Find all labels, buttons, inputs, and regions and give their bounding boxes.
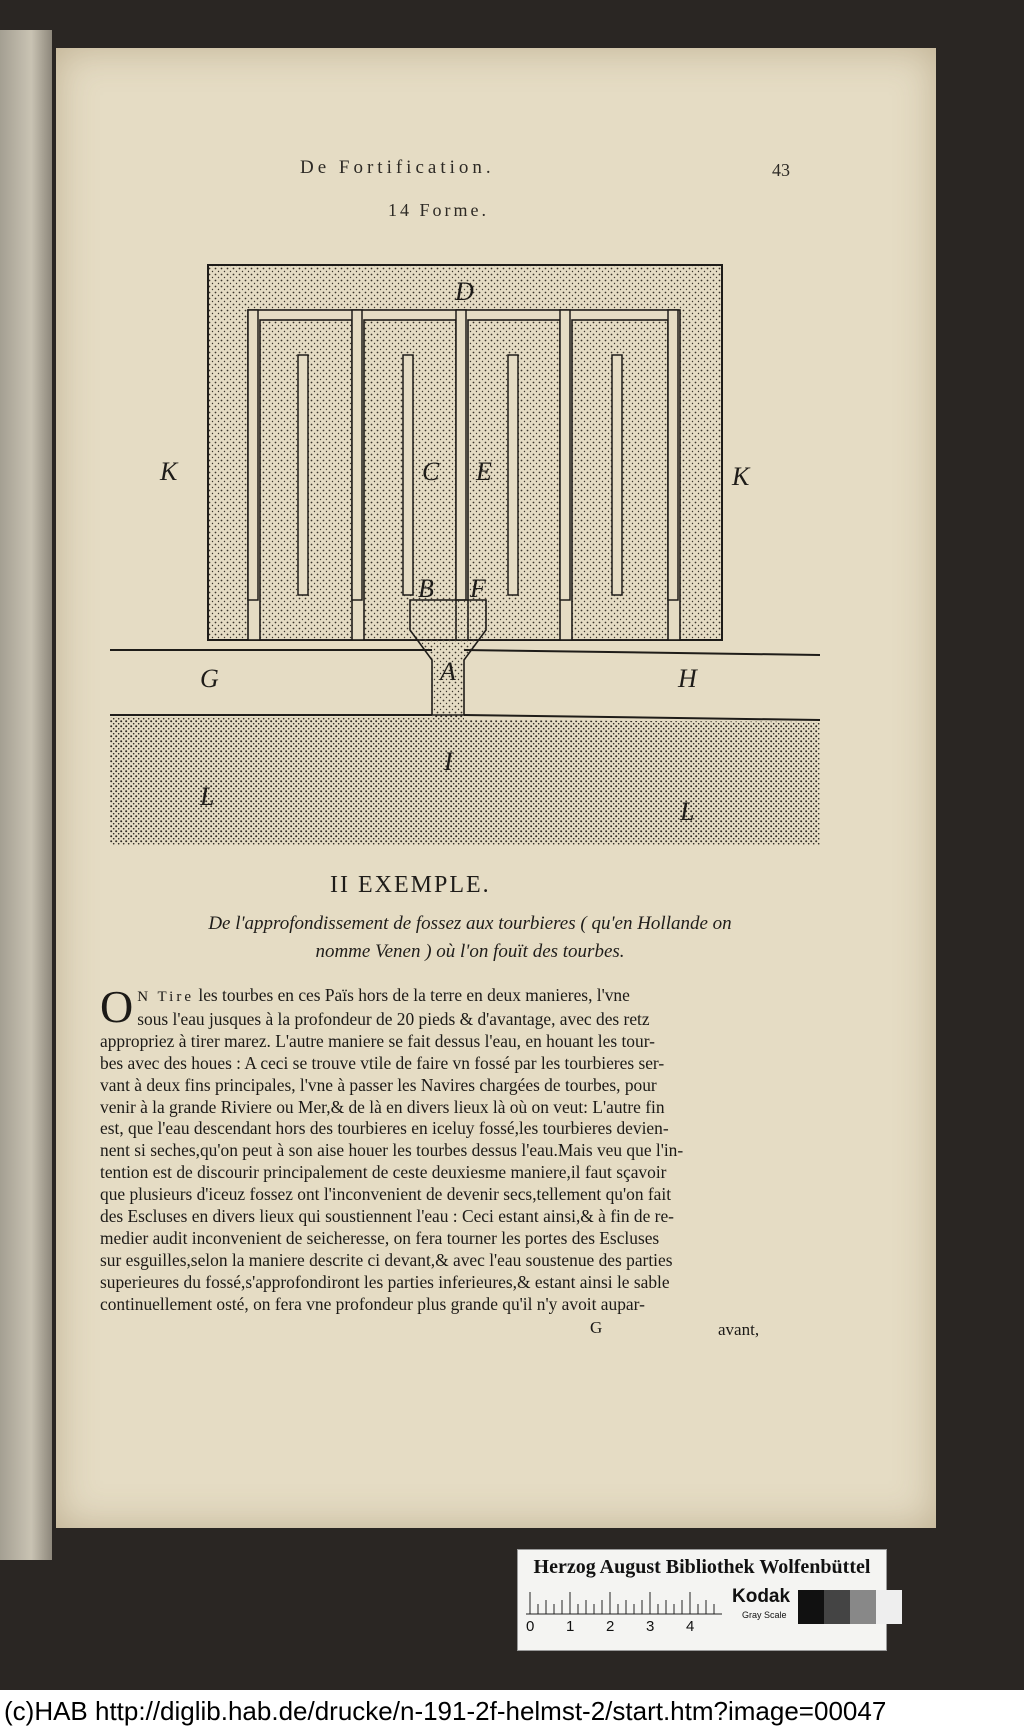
swatch-light: [876, 1590, 902, 1624]
label-c: C: [422, 457, 440, 486]
drop-capital: O: [100, 981, 134, 1032]
text-line: bes avec des houes : A ceci se trouve vtile de faire vn fossé par les tourbieres ser-: [100, 1052, 665, 1073]
running-title: De Fortification.: [300, 157, 495, 178]
ruler-number: 1: [566, 1618, 575, 1635]
label-l-left: L: [200, 782, 215, 811]
label-k-right: K: [732, 462, 750, 491]
text-line: tention est de discourir principalement de ceste deuxiesme maniere,il faut sçavoir: [100, 1162, 667, 1183]
text-line: superieures du fossé,s'approfondiront les parties inferieures,& estant ainsi le sable: [100, 1271, 670, 1292]
signature-mark: G: [590, 1318, 603, 1337]
text-line: nent si seches,qu'on peut à son aise houer les tourbes dessus l'eau.Mais veu que l'in-: [100, 1140, 684, 1161]
text-line: sous l'eau jusques à la profondeur de 20 pieds & d'avantage, avec des retz: [137, 1008, 650, 1029]
text-line: que plusieurs d'iceuz fossez ont l'inconvenient de devenir secs,tellement qu'on fait: [100, 1184, 672, 1205]
ruler-number: 3: [646, 1618, 655, 1635]
scale-ruler: [526, 1588, 726, 1616]
text-line: vant à deux fins principales, l'vne à passer les Navires chargées de tourbes, pour: [100, 1074, 657, 1095]
gray-swatches: [798, 1590, 902, 1624]
ruler-number: 4: [686, 1618, 695, 1635]
subtitle-line: De l'approfondissement de fossez aux tourbieres ( qu'en Hollande on: [208, 913, 732, 934]
label-f: F: [470, 574, 486, 603]
text-line: est, que l'eau descendant hors des tourbieres en iceluy fossé,les tourbieres devien-: [100, 1118, 669, 1139]
text-line: appropriez à tirer marez. L'autre maniere se fait dessus l'eau, en houant les tour-: [100, 1030, 655, 1051]
label-h: H: [678, 664, 697, 693]
text-line: continuellement osté, on fera vne profondeur plus grande qu'il n'y avoit aupar-: [100, 1293, 645, 1314]
lower-land: [110, 715, 820, 845]
page-number: 43: [772, 160, 790, 180]
swatch-black: [798, 1590, 824, 1624]
subtitle-line: nomme Venen ) où l'on fouït des tourbes.: [315, 941, 625, 962]
swatch-dark-gray: [824, 1590, 850, 1624]
section-heading: II EXEMPLE.: [330, 872, 491, 898]
facing-page-edge: [0, 30, 52, 1560]
label-k-left: K: [160, 457, 178, 486]
gray-scale-label: Gray Scale: [742, 1610, 787, 1620]
label-a: A: [440, 657, 456, 686]
smallcaps-lead: N Tire: [137, 989, 195, 1005]
label-d: D: [455, 277, 474, 306]
label-e: E: [476, 457, 492, 486]
catchword: avant,: [718, 1320, 760, 1339]
text-line: venir à la grande Riviere ou Mer,& de là en divers lieux là où on veut: L'autre fin: [100, 1096, 665, 1117]
citation-text: (c)HAB http://diglib.hab.de/drucke/n-191-2f-helmst-2/start.htm?image=00047: [4, 1696, 887, 1726]
citation-footer: [0, 1690, 1024, 1729]
color-calibration-card: [517, 1549, 887, 1651]
label-l-right: L: [680, 797, 695, 826]
fortification-diagram: [100, 255, 830, 865]
ruler-number: 2: [606, 1618, 615, 1635]
text-line: des Escluses en divers lieux qui soustiennent l'eau : Ceci estant ainsi,& à fin de re-: [100, 1206, 674, 1227]
label-i: I: [444, 747, 453, 776]
kodak-brand: Kodak: [732, 1586, 791, 1607]
body-paragraph: [100, 981, 776, 1316]
text-line: medier audit inconvenient de seicheresse, on fera tourner les portes des Escluses: [100, 1227, 660, 1248]
ruler-number: 0: [526, 1618, 535, 1635]
text-line: [100, 985, 776, 1009]
library-name: Herzog August Bibliothek Wolfenbüttel: [533, 1556, 871, 1578]
label-b: B: [418, 574, 434, 603]
label-g: G: [200, 664, 219, 693]
swatch-mid-gray: [850, 1590, 876, 1624]
figure-caption: 14 Forme.: [388, 200, 489, 220]
line-rest: les tourbes en ces Païs hors de la terre en deux manieres, l'vne: [194, 985, 630, 1005]
text-line: sur esguilles,selon la maniere descrite ci devant,& avec l'eau soustenue des parties: [100, 1249, 673, 1270]
section-subtitle: [150, 910, 790, 966]
